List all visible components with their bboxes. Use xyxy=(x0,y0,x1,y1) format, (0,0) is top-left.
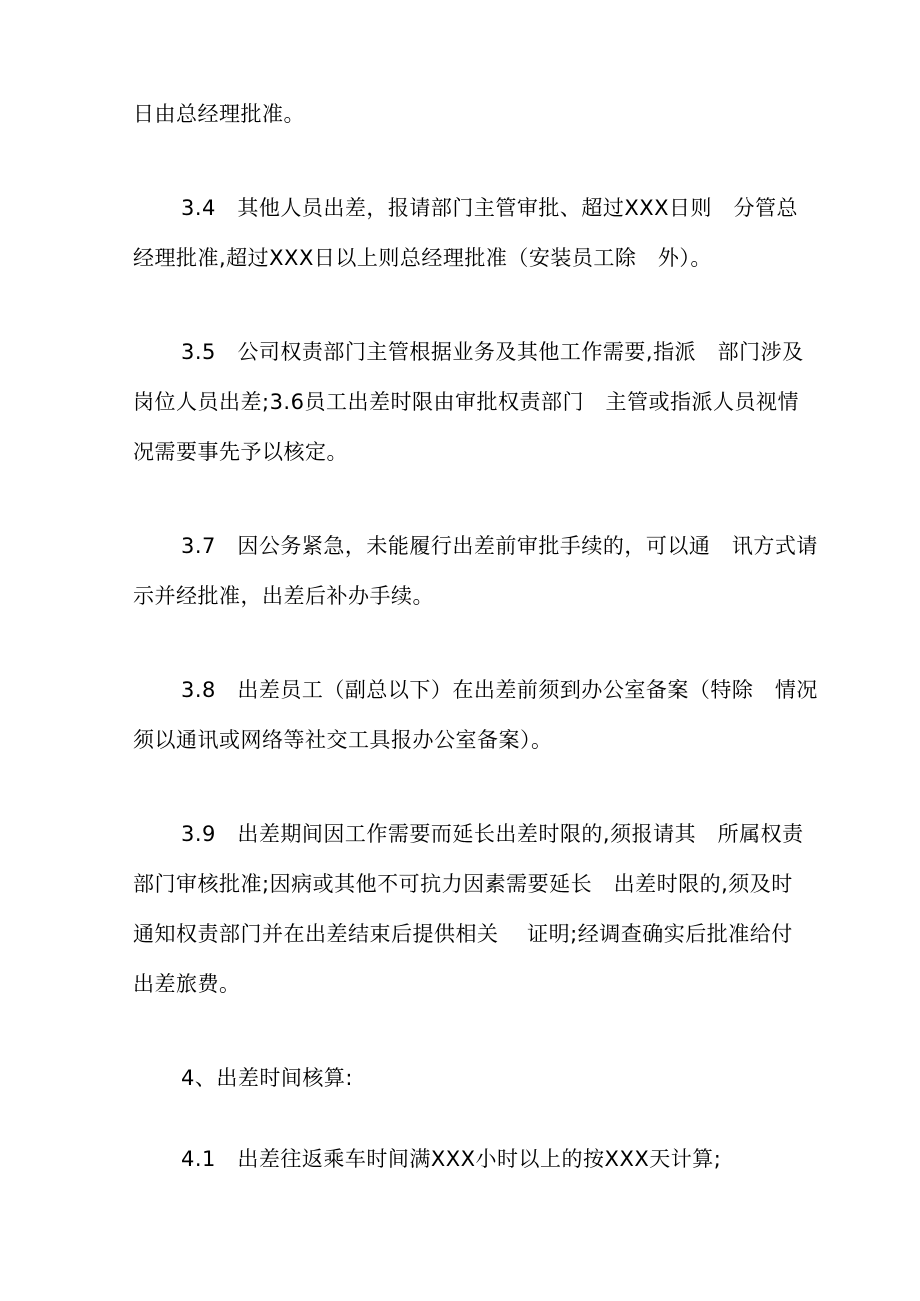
clause-3-5: 3.5 公司权责部门主管根据业务及其他工作需要,指派 部门涉及 xyxy=(181,340,804,364)
text-line: 通知权责部门并在出差结束后提供相关 证明;经调查确实后批准给付 xyxy=(133,922,793,946)
text-line: 示并经批准，出差后补办手续。 xyxy=(133,584,434,608)
text-line: 经理批准,超过XXX日以上则总经理批准（安装员工除 外）。 xyxy=(133,246,712,270)
clause-3-7: 3.7 因公务紧急，未能履行出差前审批手续的，可以通 讯方式请 xyxy=(181,534,818,558)
text-line: 须以通讯或网络等社交工具报办公室备案）。 xyxy=(133,728,553,752)
section-4-heading: 4、出差时间核算: xyxy=(181,1066,353,1090)
clause-3-8: 3.8 出差员工（副总以下）在出差前须到办公室备案（特除 情况 xyxy=(181,678,818,702)
text-line: 日由总经理批准。 xyxy=(133,102,305,126)
text-line: 出差旅费。 xyxy=(133,972,241,996)
text-line: 部门审核批准;因病或其他不可抗力因素需要延长 出差时限的,须及时 xyxy=(133,872,793,896)
clause-3-9: 3.9 出差期间因工作需要而延长出差时限的,须报请其 所属权责 xyxy=(181,822,804,846)
clause-3-4: 3.4 其他人员出差，报请部门主管审批、超过XXX日则 分管总 xyxy=(181,196,799,220)
text-line: 况需要事先予以核定。 xyxy=(133,440,348,464)
clause-4-1: 4.1 出差往返乘车时间满XXX小时以上的按XXX天计算; xyxy=(181,1147,722,1171)
text-line: 岗位人员出差;3.6员工出差时限由审批权责部门 主管或指派人员视情 xyxy=(133,390,799,414)
